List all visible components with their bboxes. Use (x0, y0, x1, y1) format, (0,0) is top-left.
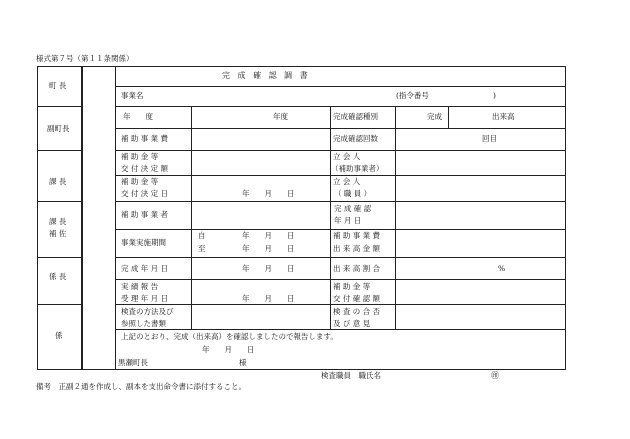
footnote: 備考 正副２通を作成し、副本を支出命令書に添付すること。 (36, 382, 246, 391)
label-kakutei-1: 補 助 金 等 (333, 282, 371, 291)
label-jigyoumei: 事業名 (121, 91, 144, 100)
label-kansei-nengappi: 完 成 年 月 日 (121, 264, 169, 273)
value-kettei-date: 年 月 日 (242, 189, 295, 198)
label-hojo-jigyouhi: 補 助 事 業 費 (121, 134, 169, 143)
seal-mark: ㊞ (491, 371, 499, 380)
label-tachiai-2b: （ 職 員 ） (334, 189, 372, 198)
value-percent: % (498, 264, 506, 273)
label-kettei-bi-2: 交 付 決 定 日 (121, 189, 169, 198)
label-goi-2: 及 び 意 見 (333, 319, 371, 328)
statement-line: 上記のとおり、完成（出来高）を確認しましたので報告します。 (121, 332, 338, 341)
label-kensa-houhou-1: 検査の方法及び (121, 307, 174, 316)
value-itaru-date: 年 月 日 (242, 244, 295, 253)
label-shirei-bangou: (指令番号 (396, 91, 429, 100)
label-hojo-jigyouhi-2: 補 助 事 業 費 (333, 231, 381, 240)
label-kensa-houhou-2: 参照した書類 (121, 319, 166, 328)
statement-sama: 様 (239, 358, 247, 367)
value-kansei: 完成 (427, 112, 442, 121)
title-kachou-hosa-1: 課 長 (49, 217, 67, 226)
statement-inspector: 検査職員 職氏名 (321, 371, 381, 380)
label-kettei-gaku-1: 補 助 金 等 (121, 152, 159, 161)
label-kakutei-2: 交 付 確 認 額 (333, 294, 381, 303)
title-kakarichou: 係 長 (49, 272, 67, 281)
label-tachiai-2: 立 会 人 (333, 177, 361, 186)
label-shirei-close: ) (493, 91, 496, 100)
statement-addressee: 黒瀬町長 (118, 358, 148, 367)
title-kachou: 課 長 (49, 177, 67, 186)
label-tachiai-1b: （補助事業者） (331, 164, 384, 173)
label-goi-1: 検 査 の 合 否 (333, 307, 381, 316)
label-dekidaka-kingaku: 出 来 高 金 額 (333, 244, 381, 253)
label-tachiai-1: 立 会 人 (333, 152, 361, 161)
value-kansei-date: 年 月 日 (242, 264, 295, 273)
label-kettei-gaku-2: 交 付 決 定 額 (121, 164, 169, 173)
label-jisseki-1: 実 績 報 告 (121, 282, 159, 291)
value-jisseki-date: 年 月 日 (242, 294, 295, 303)
label-kakunin-kaisuu: 完成確認回数 (333, 134, 378, 143)
value-ji-date: 年 月 日 (242, 231, 295, 240)
label-ji: 自 (198, 231, 206, 240)
value-nendo: 年度 (273, 112, 288, 121)
label-kakunin-nengappi-1: 完 成 確 認 (334, 204, 372, 213)
label-jisseki-2: 受 理 年 月 日 (121, 294, 169, 303)
label-dekidaka-wariai: 出 来 高 割 合 (333, 264, 381, 273)
label-itaru: 至 (198, 244, 206, 253)
label-kettei-bi-1: 補 助 金 等 (121, 177, 159, 186)
label-jisshi-kikan: 事業実施期間 (121, 238, 166, 247)
value-dekidaka: 出来高 (492, 112, 515, 121)
label-nendo: 年 度 (123, 112, 153, 121)
title-choucho: 町 長 (49, 81, 67, 90)
form-number: 様式第７号（第１１条関係） (36, 54, 134, 63)
title-kakari: 係 (55, 331, 63, 340)
title-kachou-hosa-2: 補 佐 (49, 229, 67, 238)
page-title: 完 成 確 認 調 書 (222, 71, 311, 80)
label-kakunin-shubetsu: 完成確認種別 (333, 112, 378, 121)
value-kaime: 回目 (482, 134, 497, 143)
label-kakunin-nengappi-2: 年 月 日 (334, 216, 362, 225)
label-hojo-jigyousha: 補 助 事 業 者 (121, 210, 169, 219)
statement-date: 年 月 日 (202, 345, 255, 354)
title-fukuchoucho: 副町長 (47, 124, 70, 133)
